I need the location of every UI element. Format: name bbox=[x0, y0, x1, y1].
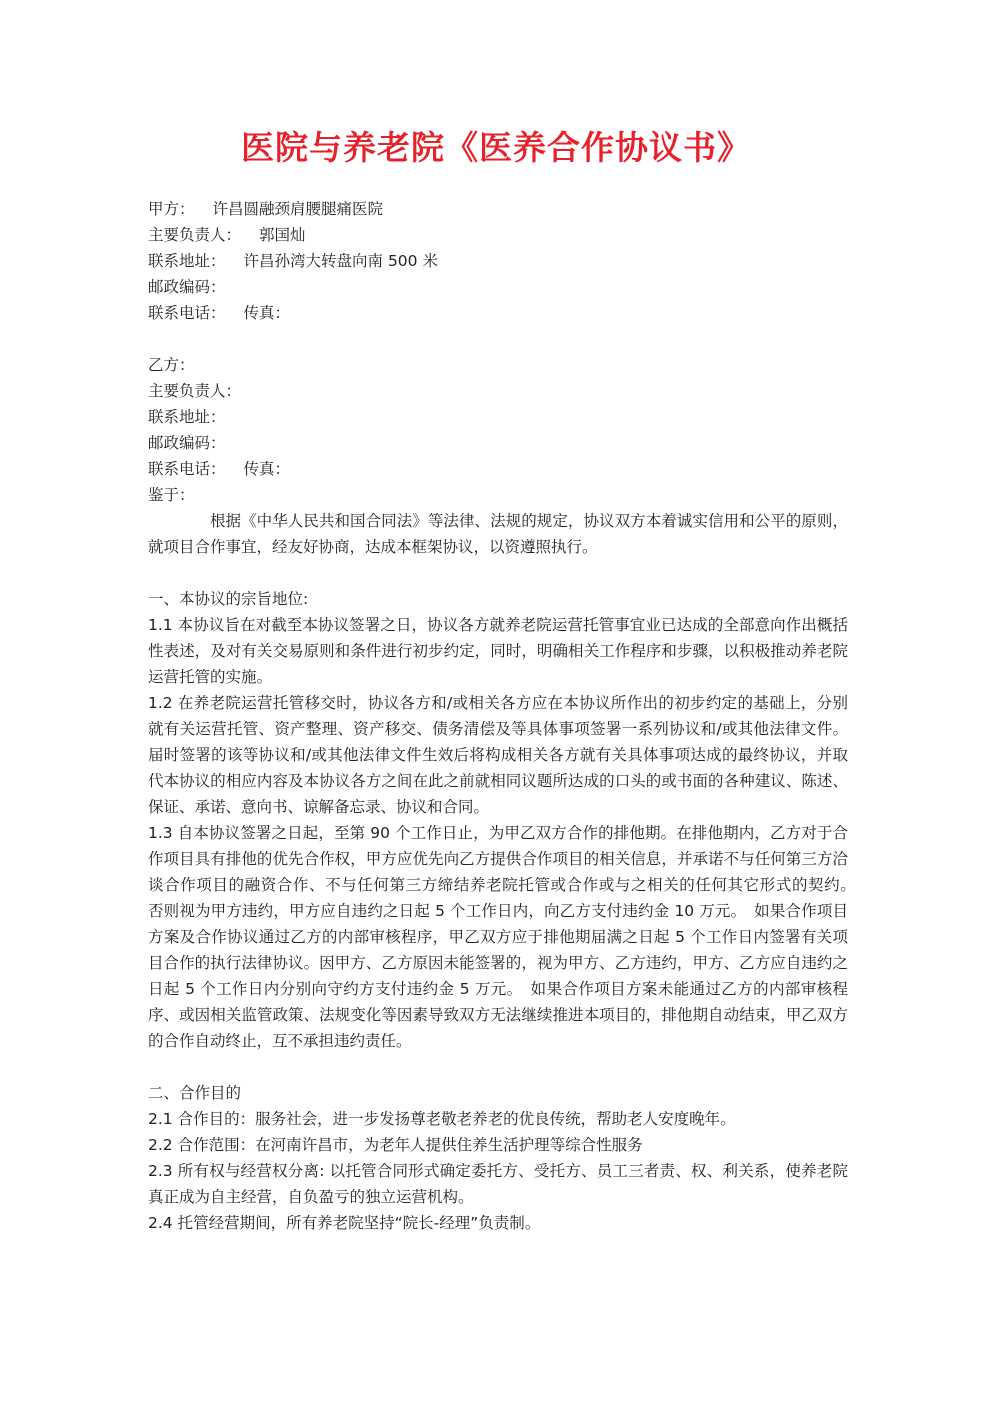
party-a-value: 许昌圆融颈肩腰腿痛医院 bbox=[212, 200, 384, 218]
clause-2-2: 2.2 合作范围：在河南许昌市，为老年人提供住养生活护理等综合性服务 bbox=[148, 1136, 643, 1154]
party-a-phone-label: 联系电话： bbox=[148, 304, 226, 322]
party-b-leader-label: 主要负责人： bbox=[148, 382, 242, 400]
party-b-address-label: 联系地址： bbox=[148, 408, 226, 426]
party-b-phone-line bbox=[148, 456, 848, 482]
whereas-line bbox=[148, 482, 848, 508]
spacer bbox=[148, 560, 848, 586]
section-2-heading: 二、合作目的 bbox=[148, 1084, 242, 1102]
party-a-address-label: 联系地址： bbox=[148, 252, 226, 270]
clause-2-4: 2.4 托管经营期间，所有养老院坚持“院长-经理”负责制。 bbox=[148, 1214, 541, 1232]
party-b-postcode-line bbox=[148, 430, 848, 456]
party-a-postcode-line bbox=[148, 274, 848, 300]
party-a-leader-value: 郭国灿 bbox=[259, 226, 306, 244]
party-a-fax-label: 传真： bbox=[243, 304, 291, 322]
document-body bbox=[148, 196, 880, 1236]
party-a-leader-label: 主要负责人： bbox=[148, 226, 242, 244]
party-a-address-value: 许昌孙湾大转盘向南 500 米 bbox=[243, 252, 438, 270]
party-b-leader-line bbox=[148, 378, 848, 404]
party-a-leader-line bbox=[148, 222, 848, 248]
preamble-paragraph: 根据《中华人民共和国合同法》等法律、法规的规定，协议双方本着诚实信用和公平的原则，就项目合作事宜，经友好协商，达成本框架协议，以资遵照执行。 bbox=[148, 512, 848, 556]
party-a-postcode-label: 邮政编码： bbox=[148, 278, 226, 296]
party-a-address-line bbox=[148, 248, 848, 274]
party-b-phone-label: 联系电话： bbox=[148, 460, 226, 478]
party-a-line bbox=[148, 196, 848, 222]
party-b-postcode-label: 邮政编码： bbox=[148, 434, 226, 452]
clause-1-2: 1.2 在养老院运营托管移交时，协议各方和/或相关各方应在本协议所作出的初步约定的基础上，分别就有关运营托管、资产整理、资产移交、债务清偿及等具体事项签署一系列协议和/或其他法律文件。届时签署的该等协议和/或其他法律文件生效后将构成相关各方就有关具体事项达成的最终协议，并取代本协议的相应内容及本协议各方之间在此之前就相同议题所达成的口头的或书面的各种建议、陈述、保证、承诺、意向书、谅解备忘录、协议和合同。 bbox=[148, 694, 848, 816]
section-1-heading: 一、本协议的宗旨地位: bbox=[148, 590, 309, 608]
document-title: 医院与养老院《医养合作协议书》 bbox=[241, 128, 751, 167]
party-b-line bbox=[148, 352, 848, 378]
party-a-label: 甲方： bbox=[148, 200, 195, 218]
spacer bbox=[148, 326, 848, 352]
party-b-address-line bbox=[148, 404, 848, 430]
clause-1-1: 1.1 本协议旨在对截至本协议签署之日，协议各方就养老院运营托管事宜业已达成的全部意向作出概括性表述，及对有关交易原则和条件进行初步约定，同时，明确相关工作程序和步骤，以积极推动养老院运营托管的实施。 bbox=[148, 616, 848, 686]
clause-2-3: 2.3 所有权与经营权分离: 以托管合同形式确定委托方、受托方、员工三者责、权、利关系，使养老院真正成为自主经营，自负盈亏的独立运营机构。 bbox=[148, 1162, 848, 1206]
spacer bbox=[148, 1054, 848, 1080]
clause-2-1: 2.1 合作目的：服务社会，进一步发扬尊老敬老养老的优良传统，帮助老人安度晚年。 bbox=[148, 1110, 736, 1128]
whereas-label: 鉴于： bbox=[148, 486, 195, 504]
party-a-phone-line bbox=[148, 300, 848, 326]
party-b-label: 乙方： bbox=[148, 356, 195, 374]
party-b-fax-label: 传真： bbox=[243, 460, 291, 478]
clause-1-3: 1.3 自本协议签署之日起，至第 90 个工作日止，为甲乙双方合作的排他期。在排他期内，乙方对于合作项目具有排他的优先合作权，甲方应优先向乙方提供合作项目的相关信息，并承诺不与任何第三方洽谈合作项目的融资合作、不与任何第三方缔结养老院托管或合作或与之相关的任何其它形式的契约。 否则视为甲方违约，甲方应自违约之日起 5 个工作日内，向乙方支付违约金 10 万元。 如果合作项目方案及合作协议通过乙方的内部审核程序，甲乙双方应于排他期届满之日起 5 个工作日内签署有关项目合作的执行法律协议。因甲方、乙方原因未能签署的，视为甲方、乙方违约，甲方、乙方应自违约之日起 5 个工作日内分别向守约方支付违约金 5 万元。 如果合作项目方案未能通过乙方的内部审核程序、或因相关监管政策、法规变化等因素导致双方无法继续推进本项目的，排他期自动结束，甲乙双方的合作自动终止，互不承担违约责任。 bbox=[148, 824, 880, 1050]
